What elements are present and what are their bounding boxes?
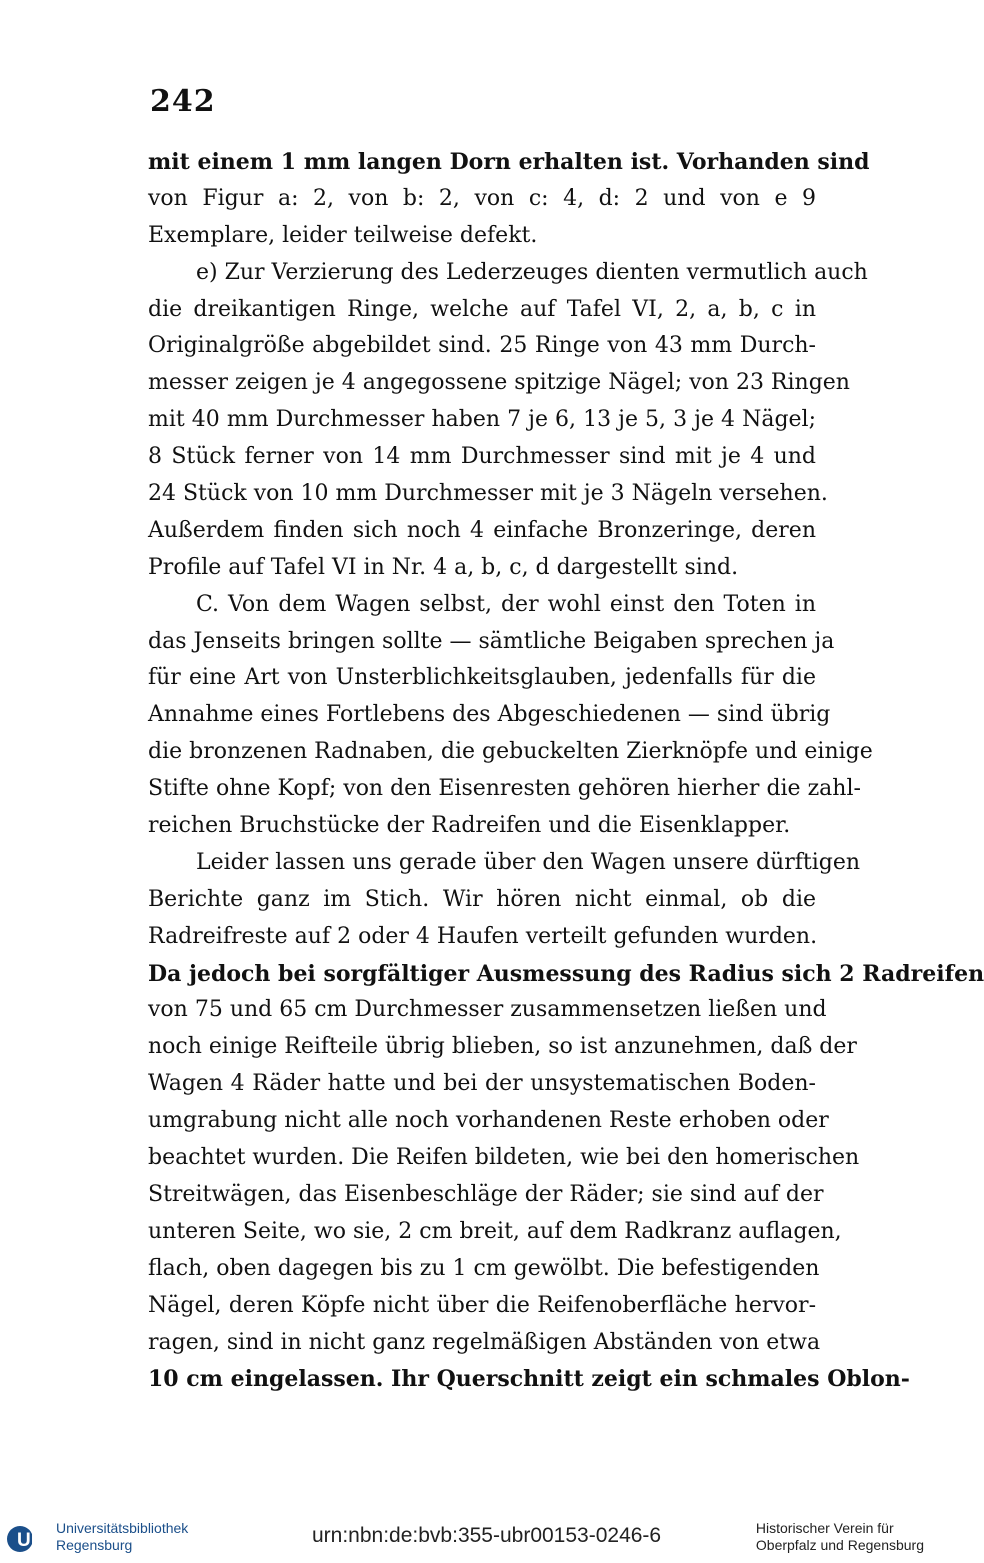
text-line: noch einige Reifteile übrig blieben, so ist anzunehmen, daß der xyxy=(148,1034,857,1060)
footer xyxy=(0,1516,960,1563)
text-line: Profile auf Tafel VI in Nr. 4 a, b, c, d dargestellt sind. xyxy=(148,554,739,580)
text-line: C. Von dem Wagen selbst, der wohl einst den Toten in xyxy=(196,591,816,617)
urn-identifier: urn:nbn:de:bvb:355-ubr00153-0246-6 xyxy=(312,1524,662,1547)
page-number: 242 xyxy=(150,84,216,119)
text-line: Exemplare, leider teilweise defekt. xyxy=(148,222,538,248)
text-line: Annahme eines Fortlebens des Abgeschiedenen — sind übrig xyxy=(148,702,831,728)
text-line: beachtet wurden. Die Reifen bildeten, wie bei den homerischen xyxy=(148,1145,860,1171)
logo-text: UR xyxy=(17,1530,45,1551)
text-line: Streitwägen, das Eisenbeschläge der Räder; sie sind auf der xyxy=(148,1181,824,1207)
text-line: Da jedoch bei sorgfältiger Ausmessung des Radius sich 2 Radreifen xyxy=(148,960,984,987)
text-line: von Figur a: 2, von b: 2, von c: 4, d: 2 und von e 9 xyxy=(148,185,816,211)
text-line: Wagen 4 Räder hatte und bei der unsystematischen Boden- xyxy=(148,1071,816,1097)
library-name-line2: Regensburg xyxy=(56,1537,133,1553)
text-line: Stifte ohne Kopf; von den Eisenresten gehören hierher die zahl- xyxy=(148,776,861,802)
library-name xyxy=(56,1520,188,1554)
text-line: e) Zur Verzierung des Lederzeuges dienten vermutlich auch xyxy=(196,259,868,285)
university-library-logo-icon xyxy=(6,1522,50,1556)
text-line: umgrabung nicht alle noch vorhandenen Reste erhoben oder xyxy=(148,1108,829,1134)
text-line: das Jenseits bringen sollte — sämtliche Beigaben sprechen ja xyxy=(148,628,835,654)
text-line: Außerdem finden sich noch 4 einfache Bronzeringe, deren xyxy=(148,517,816,543)
text-line: unteren Seite, wo sie, 2 cm breit, auf dem Radkranz auflagen, xyxy=(148,1218,842,1244)
text-line: ragen, sind in nicht ganz regelmäßigen Abständen von etwa xyxy=(148,1329,821,1355)
society-name xyxy=(756,1520,924,1554)
text-line: mit 40 mm Durchmesser haben 7 je 6, 13 je 5, 3 je 4 Nägel; xyxy=(148,407,816,433)
text-line: Radreifreste auf 2 oder 4 Haufen verteilt gefunden wurden. xyxy=(148,923,818,949)
text-line: 8 Stück ferner von 14 mm Durchmesser sind mit je 4 und xyxy=(148,444,816,470)
text-line: reichen Bruchstücke der Radreifen und die Eisenklapper. xyxy=(148,813,791,839)
text-line: messer zeigen je 4 angegossene spitzige Nägel; von 23 Ringen xyxy=(148,370,850,396)
text-line: von 75 und 65 cm Durchmesser zusammensetzen ließen und xyxy=(148,997,827,1023)
text-line: Leider lassen uns gerade über den Wagen unsere dürftigen xyxy=(196,849,861,875)
text-line: mit einem 1 mm langen Dorn erhalten ist. Vorhanden sind xyxy=(148,149,870,175)
society-name-line2: Oberpfalz und Regensburg xyxy=(755,1537,924,1553)
text-line: für eine Art von Unsterblichkeitsglauben, jedenfalls für die xyxy=(148,665,816,691)
body-text xyxy=(148,144,984,1398)
text-line: flach, oben dagegen bis zu 1 cm gewölbt. Die befestigenden xyxy=(148,1255,820,1281)
text-line: Originalgröße abgebildet sind. 25 Ringe von 43 mm Durch- xyxy=(148,333,816,359)
text-line: die bronzenen Radnaben, die gebuckelten Zierknöpfe und einige xyxy=(148,739,873,765)
society-name-line1: Historischer Verein für xyxy=(755,1520,894,1536)
text-line: Nägel, deren Köpfe nicht über die Reifenoberfläche hervor- xyxy=(148,1292,816,1318)
text-line: die dreikantigen Ringe, welche auf Tafel VI, 2, a, b, c in xyxy=(148,296,816,322)
text-line: Berichte ganz im Stich. Wir hören nicht einmal, ob die xyxy=(148,886,816,912)
text-line: 10 cm eingelassen. Ihr Querschnitt zeigt ein schmales Oblon- xyxy=(148,1366,910,1393)
library-name-line1: Universitätsbibliothek xyxy=(56,1520,189,1536)
text-line: 24 Stück von 10 mm Durchmesser mit je 3 Nägeln versehen. xyxy=(148,481,828,507)
